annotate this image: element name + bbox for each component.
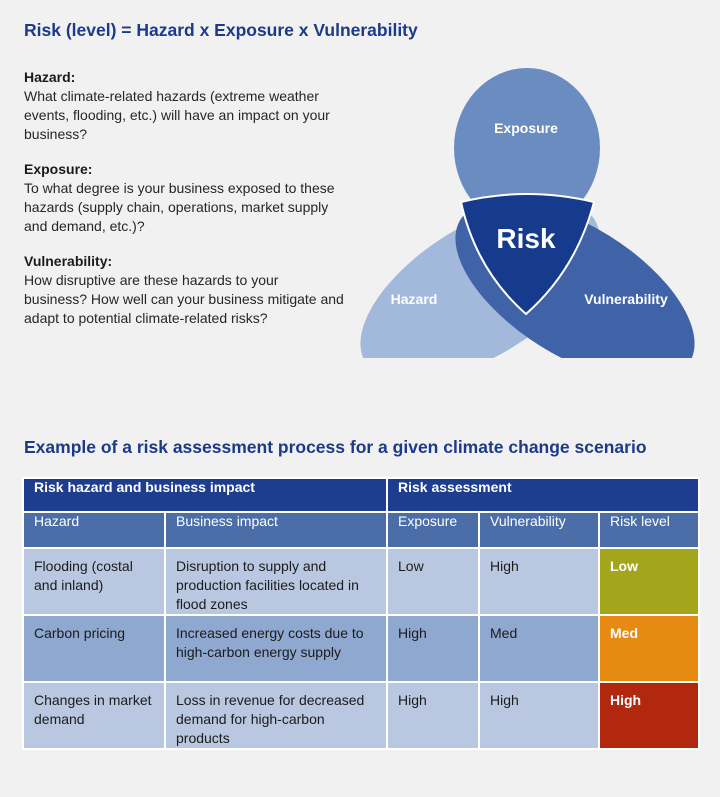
column-header-exposure: Exposure — [387, 512, 479, 548]
cell-exposure: High — [387, 682, 479, 749]
table-group-header-row — [23, 478, 699, 512]
cell-exposure: Low — [387, 548, 479, 615]
definition-text: To what degree is your business exposed to these hazards (supply chain, operations, market supply and demand, etc.)? — [24, 180, 335, 234]
section-subtitle: Example of a risk assessment process for a given climate change scenario — [24, 437, 647, 457]
group-header-impact: Risk hazard and business impact — [23, 478, 387, 512]
cell-vulnerability: Med — [479, 615, 599, 682]
column-header-hazard: Hazard — [23, 512, 165, 548]
cell-exposure: High — [387, 615, 479, 682]
page-title: Risk (level) = Hazard x Exposure x Vulnerability — [24, 20, 418, 40]
definition-hazard — [24, 68, 344, 144]
column-header-business-impact: Business impact — [165, 512, 387, 548]
group-header-assessment: Risk assessment — [387, 478, 699, 512]
definitions — [24, 68, 344, 344]
risk-assessment-table — [22, 477, 700, 750]
table-row — [23, 615, 699, 682]
venn-label-exposure: Exposure — [494, 120, 558, 136]
venn-label-risk: Risk — [496, 223, 556, 254]
cell-vulnerability: High — [479, 682, 599, 749]
venn-diagram — [340, 58, 710, 358]
cell-risk-level: High — [599, 682, 699, 749]
cell-hazard: Flooding (costal and inland) — [23, 548, 165, 615]
column-header-risk-level: Risk level — [599, 512, 699, 548]
cell-business-impact: Increased energy costs due to high-carbon energy supply — [165, 615, 387, 682]
venn-label-hazard: Hazard — [390, 291, 438, 307]
definition-term: Vulnerability: — [24, 253, 113, 269]
table-row — [23, 682, 699, 749]
definition-term: Hazard: — [24, 69, 76, 85]
cell-risk-level: Low — [599, 548, 699, 615]
table-column-header-row — [23, 512, 699, 548]
cell-business-impact: Disruption to supply and production facilities located in flood zones — [165, 548, 387, 615]
definition-term: Exposure: — [24, 161, 93, 177]
column-header-vulnerability: Vulnerability — [479, 512, 599, 548]
definition-vulnerability — [24, 252, 344, 328]
cell-business-impact: Loss in revenue for decreased demand for high-carbon products — [165, 682, 387, 749]
cell-hazard: Changes in market demand — [23, 682, 165, 749]
cell-vulnerability: High — [479, 548, 599, 615]
definition-text: What climate-related hazards (extreme weather events, flooding, etc.) will have an impact on your business? — [24, 88, 330, 142]
cell-hazard: Carbon pricing — [23, 615, 165, 682]
table-row — [23, 548, 699, 615]
definition-text: How disruptive are these hazards to your business? How well can your business mitigate and adapt to potential climate-related risks? — [24, 272, 344, 326]
cell-risk-level: Med — [599, 615, 699, 682]
venn-label-vulnerability: Vulnerability — [584, 291, 668, 307]
definition-exposure — [24, 160, 344, 236]
